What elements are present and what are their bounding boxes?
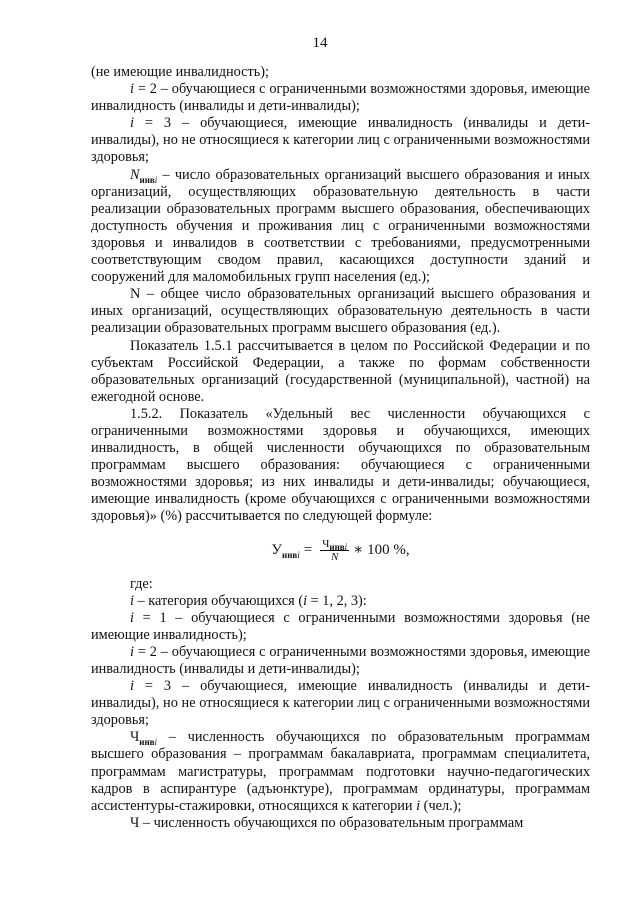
paragraph-text: = 2 – обучающиеся с ограниченными возможностями здоровья, имеющие инвалидность (инвалиды и дети-инвалиды); [91, 81, 590, 115]
paragraph-4 [91, 167, 590, 287]
paragraph-9: i – категория обучающихся (i = 1, 2, 3): [130, 592, 367, 609]
var-i: i [130, 678, 134, 695]
formula-lhs: $У_{инвi}$ [271, 541, 300, 560]
var-i: i [130, 115, 134, 132]
formula [91, 536, 590, 566]
paragraph-text: = 1 – обучающиеся с ограниченными возможностями здоровья (не имеющие инвалидность); [91, 609, 590, 643]
paragraph-3 [91, 115, 590, 166]
formula-tail: ∗ 100 %, [353, 541, 410, 558]
paragraph-12 [91, 678, 590, 729]
var-i: i [130, 643, 134, 660]
paragraph-2 [91, 81, 590, 115]
paragraph-text: = 2 – обучающиеся с ограниченными возможностями здоровья, имеющие инвалидность (инвалиды и дети-инвалиды); [91, 643, 590, 677]
var-i: i [130, 609, 134, 626]
page-number: 14 [312, 35, 328, 51]
paragraph-text: – число образовательных организаций высшего образования и иных организаций, осуществляющих образовательную деятельность в части реализации образовательных программ высшего образования, обеспечивающих доступность обучения и проживания лиц с ограниченными возможностями здоровья и инвалидов в соответствии с требованиями, предусмотренными соответствующим сводом правил, касающихся доступности зданий и сооружений для маломобильных групп населения (ед.); [91, 166, 590, 286]
paragraph-10 [91, 610, 590, 644]
formula-denominator: N [331, 551, 339, 564]
paragraph-text: = 3 – обучающиеся, имеющие инвалидность (инвалиды и дети-инвалиды), но не относящиеся к категории лиц с ограниченными возможностями здоровья; [91, 678, 590, 729]
paragraph-7: 1.5.2. Показатель «Удельный вес численности обучающихся с ограниченными возможностями здоровья и обучающихся, имеющих инвалидность, в общей численности обучающихся по образовательным программам высшего образования: обучающиеся с ограниченными возможностями здоровья; из них инвалиды и дети-инвалиды; обучающиеся, имеющие инвалидность (кроме обучающихся с ограниченными возможностями здоровья)» (%) рассчитывается по следующей формуле: [91, 405, 590, 525]
paragraph-where: где: [130, 575, 153, 592]
subscript: инвi [139, 174, 158, 185]
formula-equals: = [303, 541, 313, 558]
formula-numerator: $Ч_{инвi}$ [322, 538, 348, 553]
var-i: i [130, 81, 134, 98]
paragraph-6: Показатель 1.5.1 рассчитывается в целом по Российской Федерации и по субъектам Российской Федерации, а также по формам собственности образовательных организаций (государственной (муниципальной), частной) на ежегодной основе. [91, 337, 590, 405]
paragraph-5: N – общее число образовательных организаций высшего образования и иных организаций, осуществляющих образовательную деятельность в части реализации образовательных программ высшего образования (ед.). [91, 286, 590, 337]
body-text [91, 64, 590, 832]
paragraph-text: – численность обучающихся по образовательным программам высшего образования – программам бакалавриата, программам специалитета, программам магистратуры, программам подготовки научно-педагогических кадров в аспирантуре (адъюнктуре), программам ординатуры, программам ассистентуры-стажировки, относящихся к категории [91, 729, 590, 814]
paragraph-11 [91, 644, 590, 678]
symbol-ch-inv: Ч [130, 729, 140, 746]
symbol-n-inv: N [130, 166, 140, 183]
paragraph-text: = 3 – обучающиеся, имеющие инвалидность (инвалиды и дети-инвалиды), но не относящиеся к категории лиц с ограниченными возможностями здоровья; [91, 115, 590, 166]
formula-fraction [320, 538, 349, 563]
paragraph-14: Ч – численность обучающихся по образовательным программам [130, 814, 524, 831]
paragraph-13: $Ч_{инвi}$ – численность обучающихся по образовательным программам высшего образования – программам бакалавриата, программам специалитета, программам магистратуры, программам подготовки научно-педагогических кадров в аспирантуре (адъюнктуре), программам ординатуры, программам ассистентуры-стажировки, относящихся к категории i (чел.); [91, 729, 590, 814]
paragraph-1: (не имеющие инвалидность); [91, 64, 270, 80]
subscript: инвi [139, 737, 158, 748]
